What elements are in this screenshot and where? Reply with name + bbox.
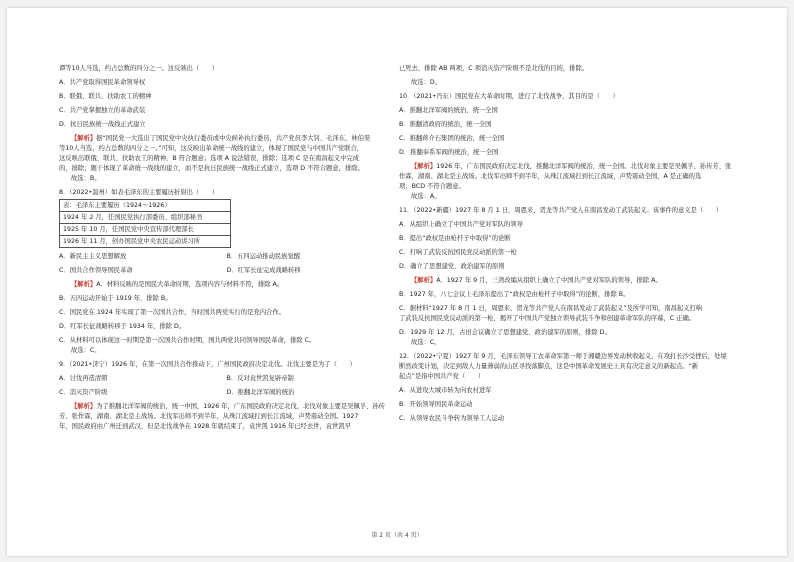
q7-stem-tail: 谭等10人当选，约占总数的四分之一。这反映出（ ） bbox=[59, 65, 219, 72]
q8-table-title: 表：毛泽东主要履历（1924～1926） bbox=[63, 202, 171, 209]
q8-table-row: 1925 年 10 月，任国民党中央宣传部代理部长 bbox=[60, 223, 230, 235]
page-footer: 第 2 页（共 4 页） bbox=[371, 532, 423, 539]
q9-answer: 故选：D。 bbox=[411, 79, 442, 86]
q9-options-row: C．消灭资产阶级 D．推翻北洋军阀的统治 bbox=[59, 389, 295, 396]
q8-stem: 8．（2022•温州）如表毛泽东的主要履历折射出（ ） bbox=[59, 189, 219, 196]
q8-answer: 故选：C。 bbox=[71, 347, 101, 354]
q12-stem: 12．（2022•宁夏）1927 年 9 月，毛泽东领导工农革命军第一师于湘赣边界发动秋收起义，在攻打长沙受挫后，处境 bbox=[399, 353, 727, 360]
q7-option-c: C．共产党掌握独立的革命武装 bbox=[59, 107, 146, 114]
q7-analysis-line: 【解析】据“国民党一大选出了国民党中央执行委员或中央候补执行委员，共产党员李大钊、毛泽东、林伯渠 bbox=[71, 135, 371, 142]
q12-option-a: A．从进攻大城市转为向农村进军 bbox=[399, 387, 492, 394]
q11-analysis-line: B．1927 年，八七会议上毛泽东提出了“政权是由枪杆子中取得”的论断，排除 B。 bbox=[399, 291, 630, 298]
q7-option-b: B．联俄、联共、扶助农工的精神 bbox=[59, 93, 152, 100]
q11-analysis-line: 了武装反抗国民党反动派的第一枪，揭开了中国共产党独立领导武装斗争和创建革命军队的序幕，C 正确。 bbox=[399, 315, 696, 322]
q9-analysis-tail: 已死去，排除 AB 两项，C 项消灭资产阶级不是北伐的目的，排除。 bbox=[399, 65, 589, 72]
q10-analysis-line: 作霖，湖南、湖北是主战场。北伐军出师不到半年，从珠江流域打到长江流域，声势震动全国，A 是正确的选 bbox=[399, 173, 702, 180]
analysis-tag: 【解析】 bbox=[71, 281, 97, 288]
analysis-tag: 【解析】 bbox=[71, 403, 97, 410]
analysis-tag: 【解析】 bbox=[411, 277, 437, 284]
q8-options-row: A．新民主主义思想解放 B．五四运动推动民族觉醒 bbox=[59, 253, 301, 260]
q12-stem: 起点”是指中国共产党（ ） bbox=[399, 373, 485, 380]
document-page bbox=[7, 8, 787, 556]
q11-option-d: D．确立了思想建党、政治建军的原则 bbox=[399, 263, 505, 270]
q8-table-row: 1926 年 11 月，创办国民党中央农民运动讲习所 bbox=[60, 235, 230, 247]
q7-option-d: D．抗日民族统一战线正式建立 bbox=[59, 121, 146, 128]
q11-option-a: A．从组织上确立了中国共产党对军队的领导 bbox=[399, 221, 523, 228]
q12-option-c: C．从领导农民斗争转为领导工人运动 bbox=[399, 415, 505, 422]
q11-stem: 11．（2022•新疆）1927 年 8 月 1 日，周恩来、贺龙等共产党人在南昌发动了武装起义。该事件的意义是（ ） bbox=[399, 207, 723, 214]
left-column bbox=[59, 64, 394, 432]
q9-analysis-line: 年，国民政府由广州迁到武汉，但是北伐战争在 1928 年就结束了，袁世凯 1916 年已经去世，袁世凯早 bbox=[59, 423, 351, 430]
q8-analysis-line: D．红军长征战略转移于 1934 年，排除 D。 bbox=[59, 323, 186, 330]
q11-analysis-line: C．据材料“1927 年 8 月 1 日，周恩来、贺龙等共产党人在南昌发动了武装起义”及所学可知，南昌起义打响 bbox=[399, 305, 703, 312]
q12-stem: 断然改变计划，决定到敌人力量薄弱的山区寻找落脚点，这是中国革命发展史上具有决定意义的新起点。“新 bbox=[399, 363, 699, 370]
q8-analysis-line: C．从材料可以体现这一时期是第一次国共合作时期，国共两党共同领导国民革命，排除 C。 bbox=[59, 337, 316, 344]
q7-option-a: A．共产党取得国民革命领导权 bbox=[59, 79, 146, 86]
q10-option-c: C．推翻蒋介石集团的统治，统一全国 bbox=[399, 135, 505, 142]
q8-analysis-line: C．国民党在 1924 年实现了第一次国共合作，当时国共两党实行的是党内合作。 bbox=[59, 309, 285, 316]
q10-option-b: B．推翻清政府的统治，统一全国 bbox=[399, 121, 492, 128]
q11-option-c: C．打响了武装反抗国民党反动派的第一枪 bbox=[399, 249, 517, 256]
analysis-tag: 【解析】 bbox=[411, 163, 437, 170]
q11-analysis-line: D．1929 年 12 月，古田会议确立了思想建党、政治建军的原则，排除 D。 bbox=[399, 329, 611, 336]
q8-table-row: 1924 年 2 月，任国民党执行部委员、组织部秘书 bbox=[60, 211, 230, 223]
q11-option-b: B．提出“政权是由枪杆子中取得”的论断 bbox=[399, 235, 511, 242]
q10-stem: 10．（2021•丹东）国民党在大革命时期，进行了北伐战争，其目的是（ ） bbox=[399, 93, 619, 100]
q7-answer: 故选：B。 bbox=[71, 175, 101, 182]
q8-analysis-line: 【解析】A．材料反映的是国民大革命时期，选项内容与材料不符，排除 A。 bbox=[71, 281, 284, 288]
q9-analysis-line: 【解析】为了推翻北洋军阀的统治，统一中国，1926 年，广东国民政府决定北伐，北伐对象主要是吴佩孚、孙传 bbox=[71, 403, 385, 410]
q10-analysis-line: 【解析】1926 年，广东国民政府决定北伐，推翻北洋军阀的统治，统一全国。北伐对象主要是吴佩孚、孙传芳、张 bbox=[411, 163, 732, 170]
q8-analysis-line: B．五四运动开始于 1919 年，排除 B。 bbox=[59, 295, 172, 302]
q9-options-row: A．讨伐再造清朝 B．反对袁世凯复辟帝制 bbox=[59, 375, 294, 382]
analysis-tag: 【解析】 bbox=[71, 135, 97, 142]
q11-analysis-line: 【解析】A．1927 年 9 月，三湾改编从组织上确立了中国共产党对军队的领导，排除 A。 bbox=[411, 277, 662, 284]
q7-analysis-line: 的，排除；题干体现了革命统一战线的建立，而不是抗日民族统一战线正式建立，选项 D 不符合题意，排除。 bbox=[59, 165, 364, 172]
right-column bbox=[399, 64, 734, 424]
q9-analysis-line: 芳、张作霖，湖南、湖北是主战场。北伐军出师不到半年，从珠江流域打到长江流域，声势震动全国。1927 bbox=[59, 413, 359, 420]
q8-options-row: C．国共合作领导国民革命 D．红军长征完成战略转移 bbox=[59, 267, 301, 274]
q7-analysis-line: 这反映出联俄、联共、扶助农工的精神，B 符合题意；选项 A 说法错误，排除；选项 C 是在南昌起义中完成 bbox=[59, 155, 360, 162]
q10-option-d: D．推翻奉系军阀的统治，统一全国 bbox=[399, 149, 499, 156]
q10-option-a: A．推翻北洋军阀的统治，统一全国 bbox=[399, 107, 498, 114]
q10-answer: 故选：A。 bbox=[411, 193, 441, 200]
q8-resume-table bbox=[59, 199, 231, 248]
q7-analysis-line: 等10人当选，约占总数的四分之一。”可知，这反映出革命统一战线的建立，体现了国民党与中国共产党联合， bbox=[59, 145, 364, 152]
q9-stem: 9．（2021•济宁）1926 年，在第一次国共合作推动下，广州国民政府决定北伐。北伐主要是为了（ ） bbox=[59, 361, 356, 368]
q12-option-b: B．开始领导国民革命运动 bbox=[399, 401, 473, 408]
q10-analysis-line: 项；BCD 不符合题意。 bbox=[399, 183, 465, 190]
q11-answer: 故选：C。 bbox=[411, 339, 441, 346]
